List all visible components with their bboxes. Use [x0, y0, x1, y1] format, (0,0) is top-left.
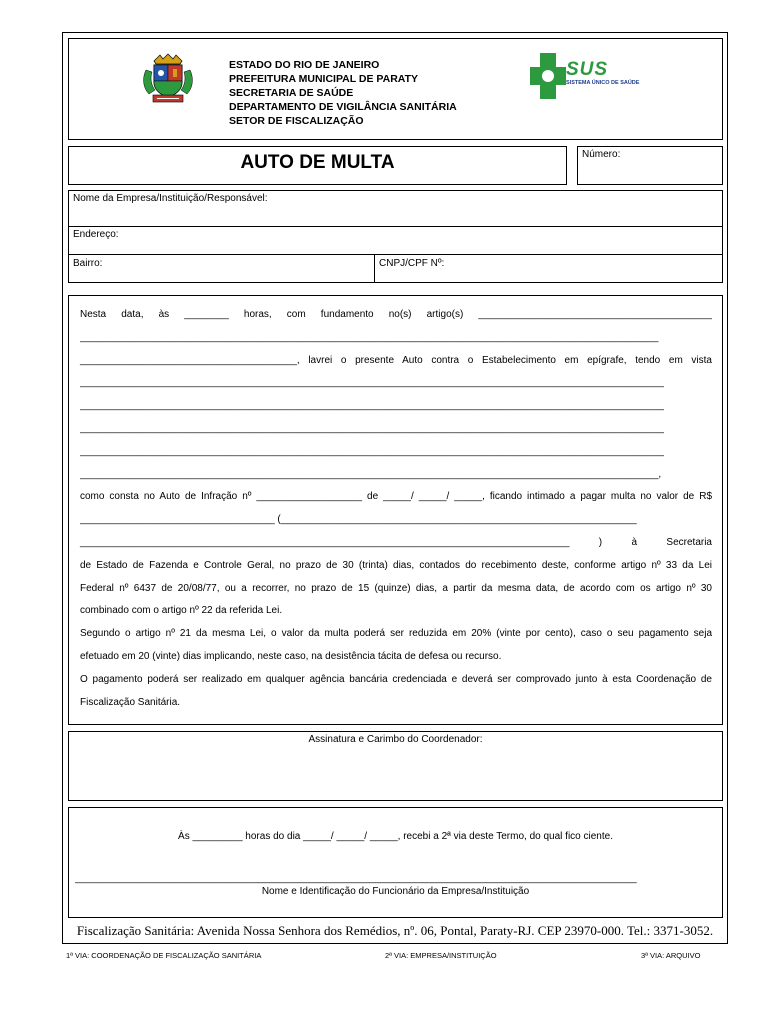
header-line-setor: SETOR DE FISCALIZAÇÃO	[229, 115, 364, 127]
sus-logo-subtitle: SISTEMA ÚNICO DE SAÚDE	[566, 80, 640, 86]
bairro-field[interactable]	[110, 256, 372, 281]
header-line-secretaria: SECRETARIA DE SAÚDE	[229, 87, 354, 99]
body-line-blank: _________________________________________________________________________________________________________	[80, 445, 664, 457]
coordinator-signature-label: Assinatura e Carimbo do Coordenador:	[308, 734, 483, 745]
header-line-prefeitura: PREFEITURA MUNICIPAL DE PARATY	[229, 73, 419, 85]
body-line: Federal nº 6437 de 20/08/77, ou a recorrer, no prazo de 15 (quinze) dias, a partir da mesma data, de acordo com os artigo nº 30	[80, 582, 712, 594]
body-line: Fiscalização Sanitária.	[80, 696, 181, 708]
endereco-label: Endereço:	[73, 229, 119, 240]
form-title: AUTO DE MULTA	[240, 152, 395, 173]
body-line: _______________________________________, lavrei o presente Auto contra o Estabelecimento em epígrafe, tendo em vista	[80, 354, 712, 366]
row-divider	[68, 226, 723, 227]
body-line: combinado com o artigo nº 22 da referida Lei.	[80, 605, 283, 617]
row-divider	[68, 254, 723, 255]
body-text	[80, 304, 712, 714]
sus-logo-text: SUS	[566, 59, 609, 80]
body-line-blank: ________________________________________________________________________________________________________,	[80, 468, 662, 480]
header-institution-lines	[229, 58, 457, 128]
sus-cross-icon	[528, 51, 568, 101]
body-line: como consta no Auto de Infração nº ___________________ de _____/ _____/ _____, ficando intimado a pagar multa no valor de R$	[80, 491, 712, 503]
body-line: ___________________________________ (________________________________________________________________	[80, 514, 637, 526]
via-3-label: 3ª VIA: ARQUIVO	[641, 951, 701, 960]
numero-label: Número:	[582, 149, 621, 160]
body-line: de Estado de Fazenda e Controle Geral, no prazo de 30 (trinta) dias, contados do recebimento deste, conforme artigo nº 33 da Lei	[80, 559, 712, 571]
empresa-label: Nome da Empresa/Instituição/Responsável:	[73, 193, 268, 204]
header-line-departamento: DEPARTAMENTO DE VIGILÂNCIA SANITÁRIA	[229, 101, 457, 113]
body-line: ________________________________________________________________________________________________________	[80, 331, 659, 343]
receipt-signature-label: Nome e Identificação do Funcionário da Empresa/Instituição	[261, 886, 530, 897]
column-divider	[374, 254, 375, 283]
via-1-label: 1ª VIA: COORDENAÇÃO DE FISCALIZAÇÃO SANITÁRIA	[66, 951, 262, 960]
cnpj-field[interactable]	[450, 256, 721, 281]
endereco-field[interactable]	[125, 228, 721, 252]
body-line: efetuado em 20 (vinte) dias implicando, neste caso, na desistência tácita de defesa ou recurso.	[80, 650, 502, 662]
receipt-signature-line[interactable]: _____________________________________________________________________________________________________	[75, 873, 637, 884]
header-line-estado: ESTADO DO RIO DE JANEIRO	[229, 59, 380, 71]
receipt-text: Às _________ horas do dia _____/ _____/ _____, recebi a 2ª via deste Termo, do qual fico ciente.	[178, 831, 613, 842]
body-line: Nesta data, às ________ horas, com fundamento no(s) artigo(s) __________________________________________	[80, 309, 712, 320]
cnpj-label: CNPJ/CPF Nº:	[379, 258, 445, 269]
municipal-crest-logo	[140, 52, 196, 104]
bairro-label: Bairro:	[73, 258, 103, 269]
body-line: O pagamento poderá ser realizado em qualquer agência bancária credenciada e deverá ser comprovado junto à esta Coordenação de	[80, 673, 712, 685]
footer-address: Fiscalização Sanitária: Avenida Nossa Senhora dos Remédios, nº. 06, Pontal, Paraty-RJ. CEP 23970-000. Tel.: 3371-3052.	[76, 923, 714, 938]
empresa-field[interactable]	[70, 206, 721, 225]
body-line-blank: _________________________________________________________________________________________________________	[80, 422, 664, 434]
body-line: ________________________________________________________________________________________ ) à Secretaria	[80, 536, 712, 548]
via-2-label: 2ª VIA: EMPRESA/INSTITUIÇÃO	[385, 951, 497, 960]
body-line: Segundo o artigo nº 21 da mesma Lei, o valor da multa poderá ser reduzida em 20% (vinte por cento), caso o seu pagamento seja	[80, 628, 712, 640]
receipt-box	[68, 807, 723, 918]
body-line-blank: _________________________________________________________________________________________________________	[80, 377, 664, 389]
body-line-blank: _________________________________________________________________________________________________________	[80, 400, 664, 412]
sus-logo	[528, 51, 658, 103]
